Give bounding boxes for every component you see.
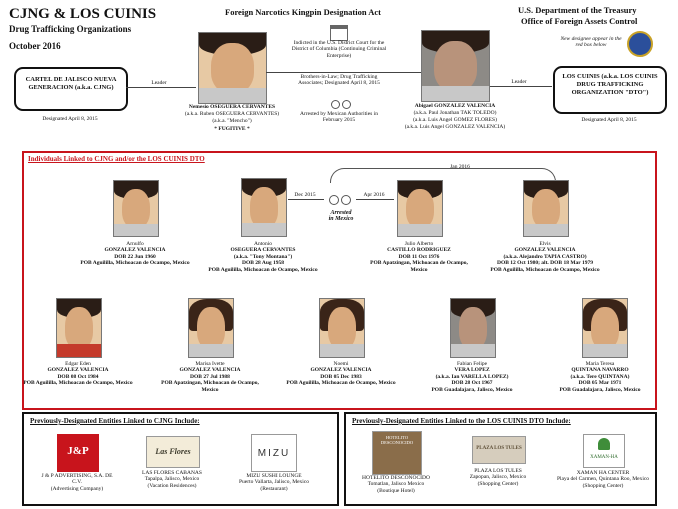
entity-plaza-name: PLAZA LOS TULES xyxy=(474,468,522,474)
new-designee-note: New designee appear in the red box below xyxy=(560,36,622,49)
entity-las-flores-place: Tapalpa, Jalisco, Mexico xyxy=(144,476,200,483)
plaza-logo-text: PLAZA LOS TULES xyxy=(476,446,522,451)
person-7-line1: Noemi xyxy=(333,361,349,367)
hotelito-logo-icon xyxy=(372,431,422,475)
person-9-line5: POB Guadalajara, Jalisco, Mexico xyxy=(559,386,641,393)
date-right: Apr 2016 xyxy=(363,192,385,198)
treasury-seal-icon xyxy=(627,31,653,57)
arrested-label: Arrested in Mexico xyxy=(328,210,354,223)
entities-cjng-heading: Previously-Designated Entities Linked to CJNG Include: xyxy=(30,417,200,425)
date-left: Dec 2015 xyxy=(294,192,316,198)
photo-person-8 xyxy=(450,298,496,358)
las-flores-logo-text: Las Flores xyxy=(155,447,191,456)
person-8-line2: VERA LOPEZ xyxy=(454,367,490,374)
person-6-line4: POB Apatzingan, Michoacan de Ocampo, Mexico xyxy=(161,380,259,393)
right-person-aka2: (a.k.a. Luis Angel GOMEZ FLORES) xyxy=(413,117,497,123)
photo-person-7 xyxy=(319,298,365,358)
person-3-line2: CASTILLO RODRIGUEZ xyxy=(387,247,451,254)
indicted-text: Indicted in the U.S. District Court for the District of Columbia (Continuing Criminal Enterprise) xyxy=(291,40,387,59)
photo-person-5 xyxy=(56,298,102,358)
person-5-line1: Edgar Eden xyxy=(65,361,91,367)
left-person-aka2: (a.k.a. "Mencho") xyxy=(212,118,252,124)
treasury-line2: Office of Foreign Assets Control xyxy=(521,16,638,26)
person-3-info xyxy=(361,241,477,273)
entity-jp-note: (Advertising Company) xyxy=(50,485,104,492)
leader-label-left: Leader xyxy=(146,80,172,86)
person-2-info xyxy=(205,241,321,273)
entity-hotelito-place: Tomatlan, Jalisco Mexico xyxy=(367,481,425,488)
entity-xaman-place: Playa del Carmen, Quintana Roo, Mexico xyxy=(556,476,650,483)
entity-mizu xyxy=(225,473,323,492)
photo-person-9 xyxy=(582,298,628,358)
right-person-name: Abigael GONZALEZ VALENCIA xyxy=(414,103,496,109)
photo-person-1 xyxy=(113,180,159,237)
photo-person-4 xyxy=(523,180,569,237)
page-date: October 2016 xyxy=(9,41,61,51)
cjng-box-label: CARTEL DE JALISCO NUEVA GENERACION (a.k.a. CJNG) xyxy=(25,76,117,91)
page-subtitle: Drug Trafficking Organizations xyxy=(9,24,132,34)
left-person-status: * FUGITIVE * xyxy=(214,126,250,132)
person-1-info xyxy=(77,241,193,267)
cuinis-box-label: LOS CUINIS (a.k.a. LOS CUINIS DRUG TRAFFICKING ORGANIZATION "DTO") xyxy=(562,73,658,96)
act-title: Foreign Narcotics Kingpin Designation Act xyxy=(225,7,381,17)
hotelito-logo-text: HOTELITO DESCONOCIDO xyxy=(380,435,414,445)
entity-hotelito xyxy=(349,475,443,494)
cuinis-designated: Designated April 8, 2015 xyxy=(581,117,637,123)
entity-plaza-note: (Shopping Center) xyxy=(477,480,519,487)
person-5-line4: POB Aguililla, Michoacan de Ocampo, Mexico xyxy=(23,380,133,387)
photo-right-leader xyxy=(421,30,490,102)
person-5-line2: GONZALEZ VALENCIA xyxy=(47,367,109,374)
plaza-los-tules-logo-icon xyxy=(472,436,526,464)
person-4-line4: DOB 12 Oct 1980; alt. DOB 18 Mar 1979 xyxy=(497,260,593,267)
arrow-right xyxy=(356,199,394,200)
entity-hotelito-note: (Boutique Hotel) xyxy=(377,487,415,494)
date-top: Jan 2016 xyxy=(450,164,470,170)
person-5-line3: DOB 08 Oct 1984 xyxy=(57,373,99,380)
treasury-line1: U.S. Department of the Treasury xyxy=(518,5,637,15)
leader-line-left xyxy=(126,87,196,88)
person-2-line3: (a.k.a. "Tony Montana") xyxy=(233,253,293,260)
entities-cuinis-heading: Previously-Designated Entities Linked to the LOS CUINIS DTO Include: xyxy=(352,417,571,425)
xaman-ha-logo-icon xyxy=(583,434,625,468)
person-1-line1: Arnulfo xyxy=(126,241,144,247)
entity-las-flores xyxy=(128,470,216,489)
individuals-heading: Individuals Linked to CJNG and/or the LOS CUINIS DTO xyxy=(28,155,205,163)
person-9-line1: Maria Teresa xyxy=(585,361,615,367)
person-4-line1: Elvis xyxy=(539,241,551,247)
person-7-line3: DOB 05 Dec 1983 xyxy=(320,373,362,380)
jp-logo-text: J&P xyxy=(67,445,89,457)
person-8-line4: DOB 28 Oct 1967 xyxy=(451,380,493,387)
entity-xaman xyxy=(556,470,650,489)
leader-label-right: Leader xyxy=(506,79,532,85)
person-4-line2: GONZALEZ VALENCIA xyxy=(514,247,576,254)
person-9-line3: (a.k.a. Tere QUINTANA) xyxy=(570,373,630,380)
person-4-line3: (a.k.a. Alejandro TAPIA CASTRO) xyxy=(503,253,587,260)
cjng-designated: Designated April 8, 2015 xyxy=(42,116,98,122)
cjng-box xyxy=(14,67,128,111)
handcuffs-icon xyxy=(331,100,351,107)
entity-mizu-note: (Restaurant) xyxy=(260,485,288,492)
person-9-line2: QUINTANA NAVARRO xyxy=(571,367,629,374)
photo-person-3 xyxy=(397,180,443,237)
photo-left-leader xyxy=(198,32,267,104)
entity-hotelito-name: HOTELITO DESCONOCIDO xyxy=(362,475,430,481)
entity-xaman-name: XAMAN HA CENTER xyxy=(576,470,630,476)
xaman-logo-text: XAMAN-HA xyxy=(590,455,618,460)
person-9-line4: DOB 05 Mar 1971 xyxy=(578,380,622,387)
courthouse-icon xyxy=(330,25,348,41)
entity-mizu-name: MIZU SUSHI LOUNGE xyxy=(246,473,302,479)
entity-jp xyxy=(36,473,118,492)
person-8-line3: (a.k.a. Ian VARELLA LOPEZ) xyxy=(435,373,509,380)
person-6-line1: Marisa Ivette xyxy=(195,361,225,367)
person-6-line2: GONZALEZ VALENCIA xyxy=(179,367,241,374)
handcuffs-icon xyxy=(329,195,351,203)
person-9-info xyxy=(548,361,652,393)
person-6-line3: DOB 27 Jul 1988 xyxy=(190,373,230,380)
person-2-line4: DOB 28 Aug 1958 xyxy=(241,260,285,267)
entity-las-flores-name: LAS FLORES CABANAS xyxy=(142,470,202,476)
entity-jp-name: J & P ADVERTISING, S.A. DE C.V. xyxy=(41,473,113,486)
photo-person-6 xyxy=(188,298,234,358)
person-1-line2: GONZALEZ VALENCIA xyxy=(104,247,166,254)
person-8-line5: POB Guadalajara, Jalisco, Mexico xyxy=(431,386,513,393)
entity-plaza-place: Zapopan, Jalisco, Mexico xyxy=(469,474,527,481)
page-title: CJNG & LOS CUINIS xyxy=(9,6,157,22)
person-3-line1: Julio Alberto xyxy=(404,241,434,247)
mizu-logo-text: MIZU xyxy=(257,448,291,459)
left-person-name: Nemesio OSEGUERA CERVANTES xyxy=(188,104,276,110)
person-6-info xyxy=(154,361,266,393)
person-2-line2: OSEGUERA CERVANTES xyxy=(230,247,296,254)
person-8-info xyxy=(416,361,528,393)
mizu-logo-icon xyxy=(251,434,297,472)
person-7-line4: POB Aguililla, Michoacan de Ocampo, Mexico xyxy=(286,380,396,387)
person-1-line4: POB Aguililla, Michoacan de Ocampo, Mexico xyxy=(80,260,190,267)
person-1-line3: DOB 22 Jun 1960 xyxy=(114,253,156,260)
arrow-left xyxy=(288,199,324,200)
person-3-line3: DOB 11 Oct 1976 xyxy=(398,253,440,260)
entity-las-flores-note: (Vacation Residences) xyxy=(147,482,197,489)
person-5-info xyxy=(22,361,134,387)
right-person-aka: (a.k.a. Paul Jonathan TAK TOLEDO) xyxy=(413,110,497,116)
person-4-info xyxy=(482,241,608,273)
person-4-line5: POB Aguililla, Michoacan de Ocampo, Mexico xyxy=(490,266,600,273)
jp-logo-icon xyxy=(57,434,99,472)
entity-mizu-place: Puerto Vallarta, Jalisco, Mexico xyxy=(238,479,309,486)
person-8-line1: Fabian Felipe xyxy=(456,361,488,367)
person-2-line1: Antonio xyxy=(253,241,273,247)
las-flores-logo-icon xyxy=(146,436,200,468)
person-3-line4: POB Apatzingan, Michoacan de Ocampo, Mexico xyxy=(370,260,468,273)
cuinis-box xyxy=(553,66,667,114)
arrested-text: Arrested by Mexican Authorities in February 2015 xyxy=(300,111,378,124)
brothers-line xyxy=(266,72,421,73)
right-person-aka3: (a.k.a. Luis Angel GONZALEZ VALENCIA) xyxy=(404,124,506,130)
entity-plaza xyxy=(452,468,544,487)
entity-xaman-note: (Shopping Center) xyxy=(582,482,624,489)
leader-line-right xyxy=(490,86,552,87)
left-person-aka: (a.k.a. Ruben OSEGUERA CERVANTES) xyxy=(184,111,280,117)
brothers-text: Brothers-in-Law; Drug Trafficking Associates; Designated April 8, 2015 xyxy=(298,74,380,87)
person-7-info xyxy=(285,361,397,387)
photo-person-2 xyxy=(241,178,287,237)
person-2-line5: POB Aguililla, Michoacan de Ocampo, Mexico xyxy=(208,266,318,273)
person-7-line2: GONZALEZ VALENCIA xyxy=(310,367,372,374)
